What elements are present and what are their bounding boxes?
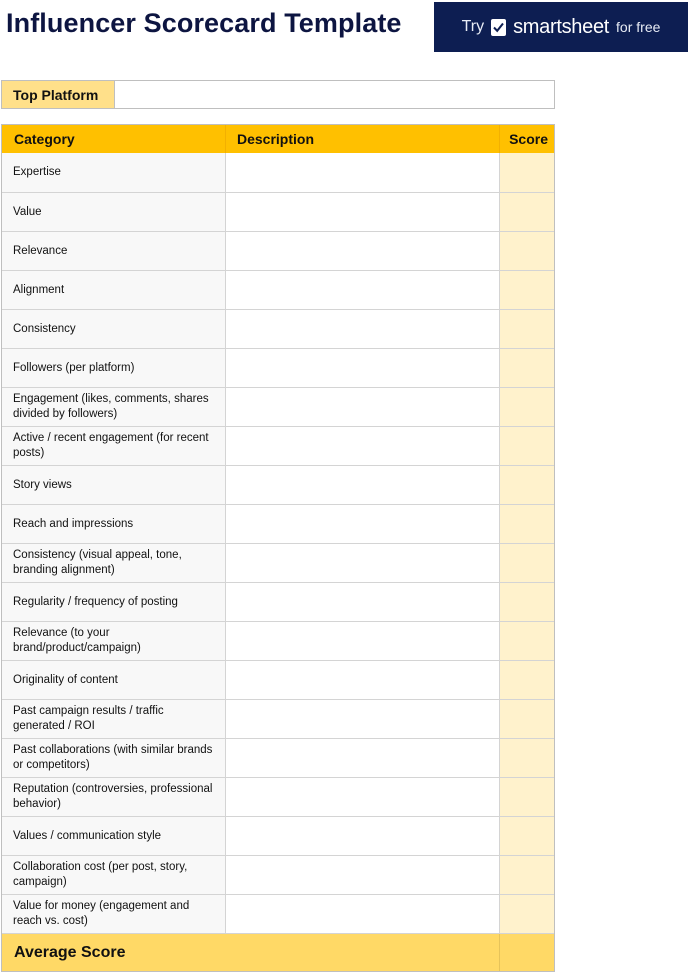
description-cell[interactable]	[226, 505, 500, 543]
description-cell[interactable]	[226, 466, 500, 504]
table-row	[2, 582, 554, 621]
score-cell[interactable]	[500, 700, 554, 738]
score-cell[interactable]	[500, 193, 554, 231]
score-cell[interactable]	[500, 778, 554, 816]
category-cell: Relevance (to your brand/product/campaign)	[2, 622, 226, 660]
table-row	[2, 816, 554, 855]
table-row	[2, 777, 554, 816]
description-cell[interactable]	[226, 622, 500, 660]
score-cell[interactable]	[500, 895, 554, 933]
description-cell[interactable]	[226, 271, 500, 309]
table-row	[2, 855, 554, 894]
category-cell: Regularity / frequency of posting	[2, 583, 226, 621]
score-cell[interactable]	[500, 622, 554, 660]
description-cell[interactable]	[226, 544, 500, 582]
category-cell: Reputation (controversies, professional behavior)	[2, 778, 226, 816]
banner-free-text: for free	[616, 19, 661, 35]
description-cell[interactable]	[226, 583, 500, 621]
table-row	[2, 894, 554, 933]
category-cell: Engagement (likes, comments, shares divided by followers)	[2, 388, 226, 426]
score-cell[interactable]	[500, 271, 554, 309]
score-cell[interactable]	[500, 817, 554, 855]
table-row	[2, 192, 554, 231]
table-row	[2, 699, 554, 738]
table-row	[2, 153, 554, 192]
table-header-row	[2, 125, 554, 153]
header-description: Description	[226, 125, 500, 153]
category-cell: Past campaign results / traffic generated / ROI	[2, 700, 226, 738]
banner-try-text: Try	[461, 18, 485, 35]
top-platform-row	[1, 80, 555, 109]
table-row	[2, 270, 554, 309]
description-cell[interactable]	[226, 232, 500, 270]
table-row	[2, 348, 554, 387]
score-cell[interactable]	[500, 388, 554, 426]
category-cell: Past collaborations (with similar brands or competitors)	[2, 739, 226, 777]
category-cell: Value	[2, 193, 226, 231]
description-cell[interactable]	[226, 700, 500, 738]
category-cell: Alignment	[2, 271, 226, 309]
score-cell[interactable]	[500, 544, 554, 582]
top-platform-input[interactable]	[115, 81, 554, 108]
description-cell[interactable]	[226, 193, 500, 231]
average-score-row	[2, 933, 554, 971]
page-title: Influencer Scorecard Template	[6, 8, 402, 38]
category-cell: Consistency	[2, 310, 226, 348]
description-cell[interactable]	[226, 739, 500, 777]
category-cell: Expertise	[2, 153, 226, 192]
table-row	[2, 309, 554, 348]
average-score-value[interactable]	[500, 934, 554, 971]
category-cell: Value for money (engagement and reach vs. cost)	[2, 895, 226, 933]
category-cell: Story views	[2, 466, 226, 504]
banner-brand: smartsheet	[513, 15, 610, 38]
score-cell[interactable]	[500, 427, 554, 465]
score-cell[interactable]	[500, 583, 554, 621]
category-cell: Followers (per platform)	[2, 349, 226, 387]
average-score-label: Average Score	[2, 934, 500, 971]
header-score: Score	[509, 131, 548, 147]
category-cell: Originality of content	[2, 661, 226, 699]
description-cell[interactable]	[226, 661, 500, 699]
category-cell: Relevance	[2, 232, 226, 270]
category-cell: Reach and impressions	[2, 505, 226, 543]
smartsheet-banner-link[interactable]	[434, 2, 688, 52]
description-cell[interactable]	[226, 856, 500, 894]
description-cell[interactable]	[226, 427, 500, 465]
category-cell: Collaboration cost (per post, story, campaign)	[2, 856, 226, 894]
checkmark-icon	[491, 19, 506, 36]
category-cell: Active / recent engagement (for recent posts)	[2, 427, 226, 465]
table-row	[2, 621, 554, 660]
table-row	[2, 231, 554, 270]
description-cell[interactable]	[226, 778, 500, 816]
score-cell[interactable]	[500, 310, 554, 348]
top-platform-label: Top Platform	[2, 81, 115, 108]
table-row	[2, 660, 554, 699]
score-cell[interactable]	[500, 661, 554, 699]
category-cell: Values / communication style	[2, 817, 226, 855]
scorecard-table	[1, 124, 555, 972]
score-cell[interactable]	[500, 739, 554, 777]
score-cell[interactable]	[500, 466, 554, 504]
description-cell[interactable]	[226, 388, 500, 426]
table-row	[2, 543, 554, 582]
table-row	[2, 426, 554, 465]
score-cell[interactable]	[500, 856, 554, 894]
description-cell[interactable]	[226, 310, 500, 348]
description-cell[interactable]	[226, 817, 500, 855]
category-cell: Consistency (visual appeal, tone, branding alignment)	[2, 544, 226, 582]
table-row	[2, 465, 554, 504]
table-row	[2, 504, 554, 543]
score-cell[interactable]	[500, 505, 554, 543]
description-cell[interactable]	[226, 895, 500, 933]
description-cell[interactable]	[226, 153, 500, 192]
score-cell[interactable]	[500, 232, 554, 270]
table-row	[2, 387, 554, 426]
description-cell[interactable]	[226, 349, 500, 387]
table-row	[2, 738, 554, 777]
score-cell[interactable]	[500, 153, 554, 192]
score-cell[interactable]	[500, 349, 554, 387]
header-category: Category	[2, 125, 226, 153]
